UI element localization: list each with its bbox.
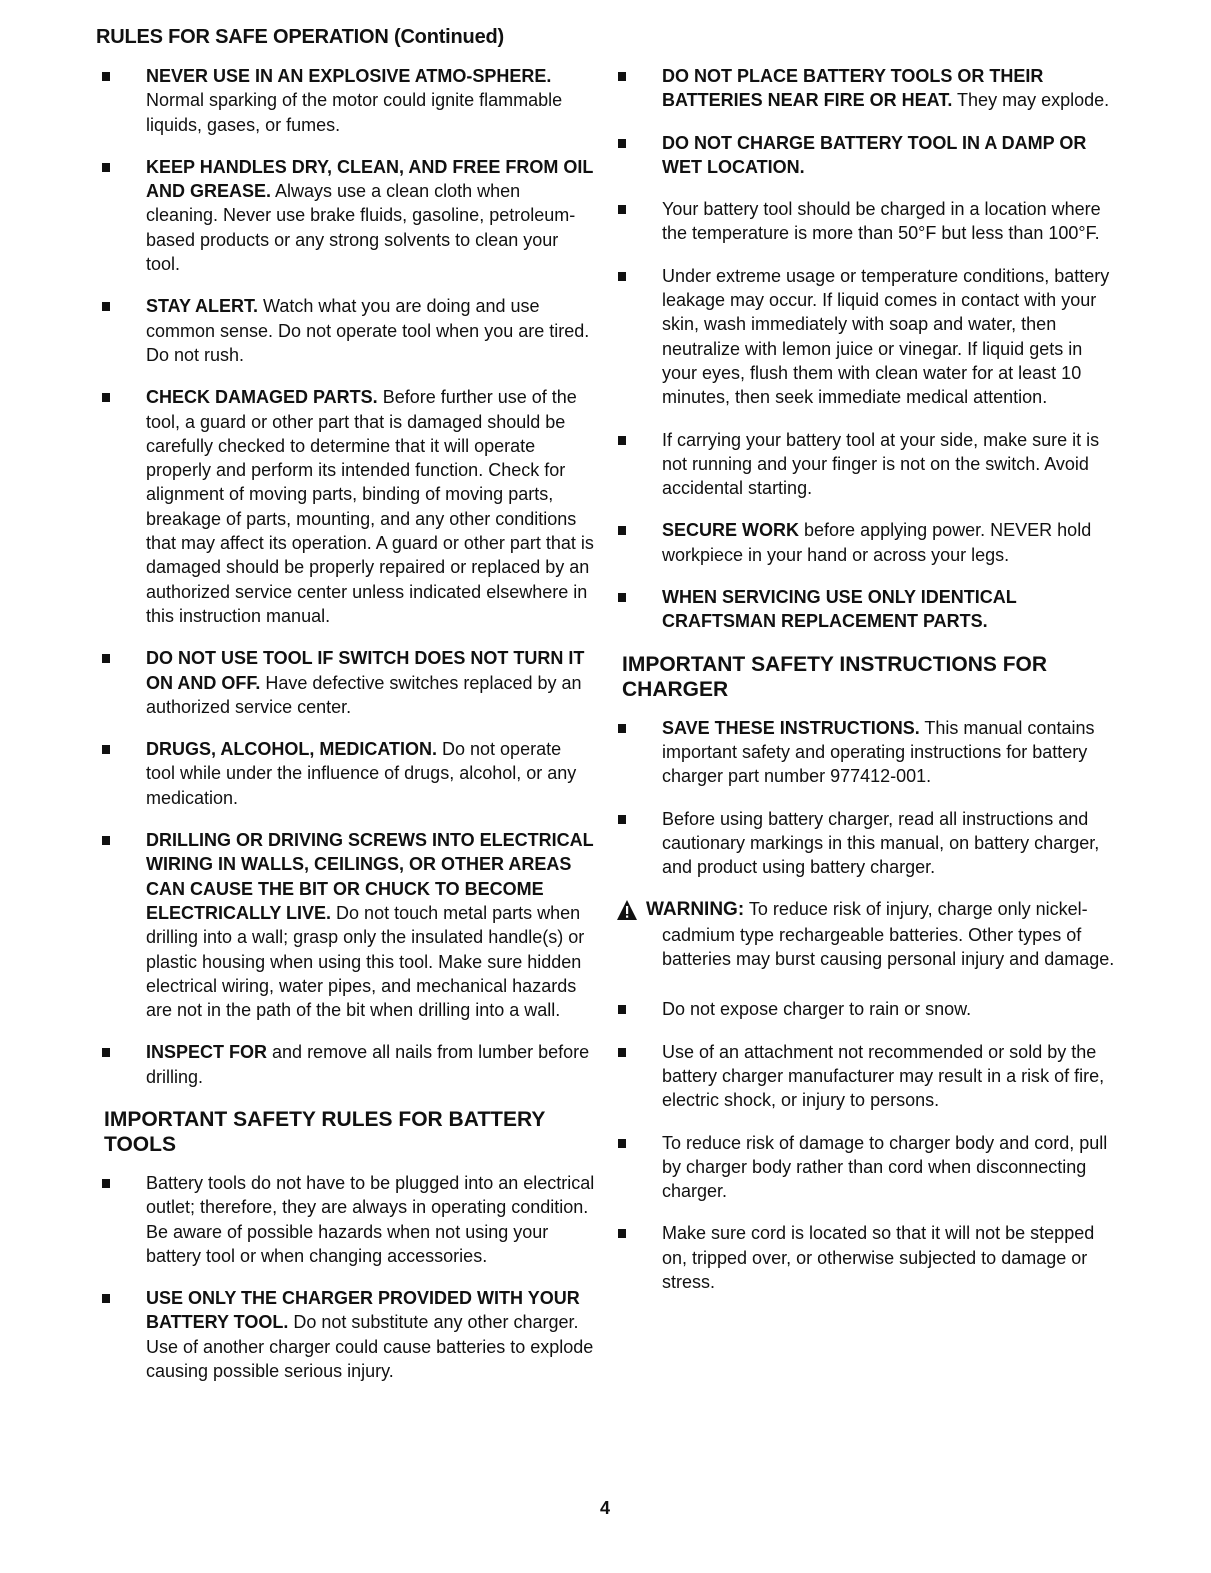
- rule-item: [616, 197, 1116, 246]
- rule-text: Before further use of the tool, a guard or other part that is damaged should be carefully checked to determine that it will operate properly and perform its intended function. Check for alignment of moving parts, binding of moving parts, breakage of parts, mounting, and any other conditions that may affect its operation. A guard or other part that is damaged should be properly repaired or replaced by an authorized service center unless indicated elsewhere in this instruction manual.: [146, 387, 594, 626]
- square-bullet-icon: [618, 1139, 626, 1148]
- rule-item: [616, 264, 1116, 410]
- rule-lead: DO NOT PLACE BATTERY TOOLS OR THEIR BATTERIES NEAR FIRE OR HEAT.: [662, 66, 1044, 111]
- warning-triangle-icon: [616, 899, 638, 921]
- rule-item: [616, 131, 1116, 180]
- rule-lead: DRUGS, ALCOHOL, MEDICATION.: [146, 739, 437, 760]
- page-title: RULES FOR SAFE OPERATION (Continued): [96, 26, 504, 48]
- rule-item: [100, 1171, 595, 1268]
- rule-text: Do not substitute any other charger. Use of another charger could cause batteries to explode causing possible serious injury.: [146, 1312, 594, 1382]
- rule-item: [616, 64, 1116, 113]
- rule-text: To reduce risk of damage to charger body and cord, pull by charger body rather than cord when disconnecting charger.: [662, 1132, 1108, 1202]
- square-bullet-icon: [102, 163, 110, 172]
- rule-text: Do not touch metal parts when drilling into a wall; grasp only the insulated handle(s) or plastic housing when using this tool. Make sure hidden electrical wiring, water pipes, and mechanical hazards are not in the path of the bit when drilling into a wall.: [146, 902, 585, 1021]
- rule-item: [616, 428, 1116, 501]
- rule-text: They may explode.: [957, 90, 1110, 111]
- rule-lead: SECURE WORK: [662, 520, 800, 541]
- square-bullet-icon: [618, 139, 626, 148]
- warning-label: WARNING:: [646, 899, 745, 921]
- square-bullet-icon: [102, 745, 110, 754]
- rule-text: If carrying your battery tool at your side, make sure it is not running and your finger is not on the switch. Avoid accidental starting.: [662, 429, 1100, 499]
- rule-text: Your battery tool should be charged in a location where the temperature is more than 50°F but less than 100°F.: [662, 199, 1101, 244]
- square-bullet-icon: [618, 72, 626, 81]
- rule-text: Use of an attachment not recommended or sold by the battery charger manufacturer may result in a risk of fire, electric shock, or injury to persons.: [662, 1041, 1105, 1111]
- rule-lead: NEVER USE IN AN EXPLOSIVE ATMO-SPHERE.: [146, 66, 552, 86]
- rule-item: [616, 807, 1116, 880]
- rule-item: [100, 1286, 595, 1383]
- charger-rule-list-after: [616, 997, 1116, 1294]
- warning-block: [616, 897, 1116, 971]
- rule-lead: DO NOT USE TOOL IF SWITCH DOES NOT TURN IT ON AND OFF.: [146, 648, 585, 693]
- square-bullet-icon: [102, 393, 110, 402]
- square-bullet-icon: [618, 1005, 626, 1014]
- square-bullet-icon: [102, 1179, 110, 1188]
- rule-text: Do not expose charger to rain or snow.: [662, 999, 972, 1020]
- rule-lead: WHEN SERVICING USE ONLY IDENTICAL CRAFTSMAN REPLACEMENT PARTS.: [662, 587, 1017, 632]
- battery-section-heading: IMPORTANT SAFETY RULES FOR BATTERY TOOLS: [104, 1107, 546, 1156]
- rule-text: Make sure cord is located so that it will not be stepped on, tripped over, or otherwise subjected to damage or stress.: [662, 1223, 1095, 1292]
- rule-item: [616, 997, 1116, 1021]
- rule-text: Have defective switches replaced by an authorized service center.: [146, 672, 582, 717]
- square-bullet-icon: [618, 724, 626, 733]
- rule-item: [100, 737, 595, 810]
- warning-body: [646, 899, 1114, 969]
- rule-item: [100, 155, 595, 276]
- rule-item: [616, 518, 1116, 567]
- rule-item: [616, 1040, 1116, 1113]
- square-bullet-icon: [618, 436, 626, 445]
- square-bullet-icon: [618, 526, 626, 535]
- rule-text: Before using battery charger, read all instructions and cautionary markings in this manual, on battery charger, and product using battery charger.: [662, 808, 1100, 878]
- rule-text: Watch what you are doing and use common sense. Do not operate tool when you are tired. Do not rush.: [146, 296, 590, 365]
- square-bullet-icon: [102, 1048, 110, 1057]
- rule-text: Always use a clean cloth when cleaning. Never use brake fluids, gasoline, petroleum-based products or any strong solvents to clean your tool.: [146, 181, 576, 275]
- right-rule-list: [616, 64, 1116, 634]
- rule-lead: KEEP HANDLES DRY, CLEAN, AND FREE FROM OIL AND GREASE.: [146, 156, 594, 202]
- right-column: [616, 64, 1116, 1312]
- rule-item: [100, 294, 595, 367]
- rule-lead: SAVE THESE INSTRUCTIONS.: [662, 717, 920, 738]
- rule-lead: DRILLING OR DRIVING SCREWS INTO ELECTRICAL WIRING IN WALLS, CEILINGS, OR OTHER AREAS CAN CAUSE THE BIT OR CHUCK TO BECOME ELECTRICALLY LIVE.: [146, 830, 594, 923]
- rule-lead: DO NOT CHARGE BATTERY TOOL IN A DAMP OR WET LOCATION.: [662, 132, 1087, 177]
- warning-text: To reduce risk of injury, charge only nickel-cadmium type rechargeable batteries. Other types of batteries may burst causing personal injury and damage.: [662, 899, 1115, 970]
- rule-item: [100, 385, 595, 628]
- battery-rule-list: [100, 1171, 595, 1383]
- rule-item: [100, 646, 595, 719]
- square-bullet-icon: [102, 654, 110, 663]
- square-bullet-icon: [618, 272, 626, 281]
- square-bullet-icon: [102, 836, 110, 845]
- rule-lead: USE ONLY THE CHARGER PROVIDED WITH YOUR BATTERY TOOL.: [146, 1288, 580, 1333]
- left-rule-list: [100, 64, 595, 1089]
- rule-item: [100, 828, 595, 1022]
- rule-item: [616, 1221, 1116, 1294]
- square-bullet-icon: [618, 205, 626, 214]
- rule-text: Do not operate tool while under the influence of drugs, alcohol, or any medication.: [146, 739, 577, 808]
- square-bullet-icon: [102, 72, 110, 81]
- square-bullet-icon: [618, 1229, 626, 1238]
- charger-rule-list: [616, 716, 1116, 880]
- rule-lead: STAY ALERT.: [146, 296, 259, 317]
- rule-text: Normal sparking of the motor could ignite flammable liquids, gases, or fumes.: [146, 90, 563, 135]
- rule-item: [100, 64, 595, 137]
- left-column: [100, 64, 595, 1401]
- rule-item: [100, 1040, 595, 1089]
- rule-text: Battery tools do not have to be plugged into an electrical outlet; therefore, they are always in operating condition. Be aware of possible hazards when not using your battery tool or when changing accessories.: [146, 1172, 595, 1266]
- rule-item: [616, 716, 1116, 789]
- rule-lead: CHECK DAMAGED PARTS.: [146, 387, 378, 408]
- rule-item: [616, 1131, 1116, 1204]
- square-bullet-icon: [618, 593, 626, 602]
- square-bullet-icon: [102, 302, 110, 311]
- rule-lead: INSPECT FOR: [146, 1042, 268, 1063]
- rule-item: [616, 585, 1116, 634]
- rule-text: This manual contains important safety and operating instructions for battery charger part number 977412-001.: [662, 717, 1095, 787]
- rule-text: and remove all nails from lumber before drilling.: [146, 1042, 590, 1087]
- square-bullet-icon: [618, 815, 626, 824]
- square-bullet-icon: [102, 1294, 110, 1303]
- page-number: 4: [600, 1498, 611, 1518]
- square-bullet-icon: [618, 1048, 626, 1057]
- rule-text: before applying power. NEVER hold workpiece in your hand or across your legs.: [662, 520, 1092, 565]
- charger-section-heading: IMPORTANT SAFETY INSTRUCTIONS FOR CHARGER: [622, 652, 1048, 701]
- rule-text: Under extreme usage or temperature conditions, battery leakage may occur. If liquid comes in contact with your skin, wash immediately with soap and water, then neutralize with lemon juice or vinegar. If liquid gets in your eyes, flush them with clean water for at least 10 minutes, then seek immediate medical attention.: [662, 265, 1110, 408]
